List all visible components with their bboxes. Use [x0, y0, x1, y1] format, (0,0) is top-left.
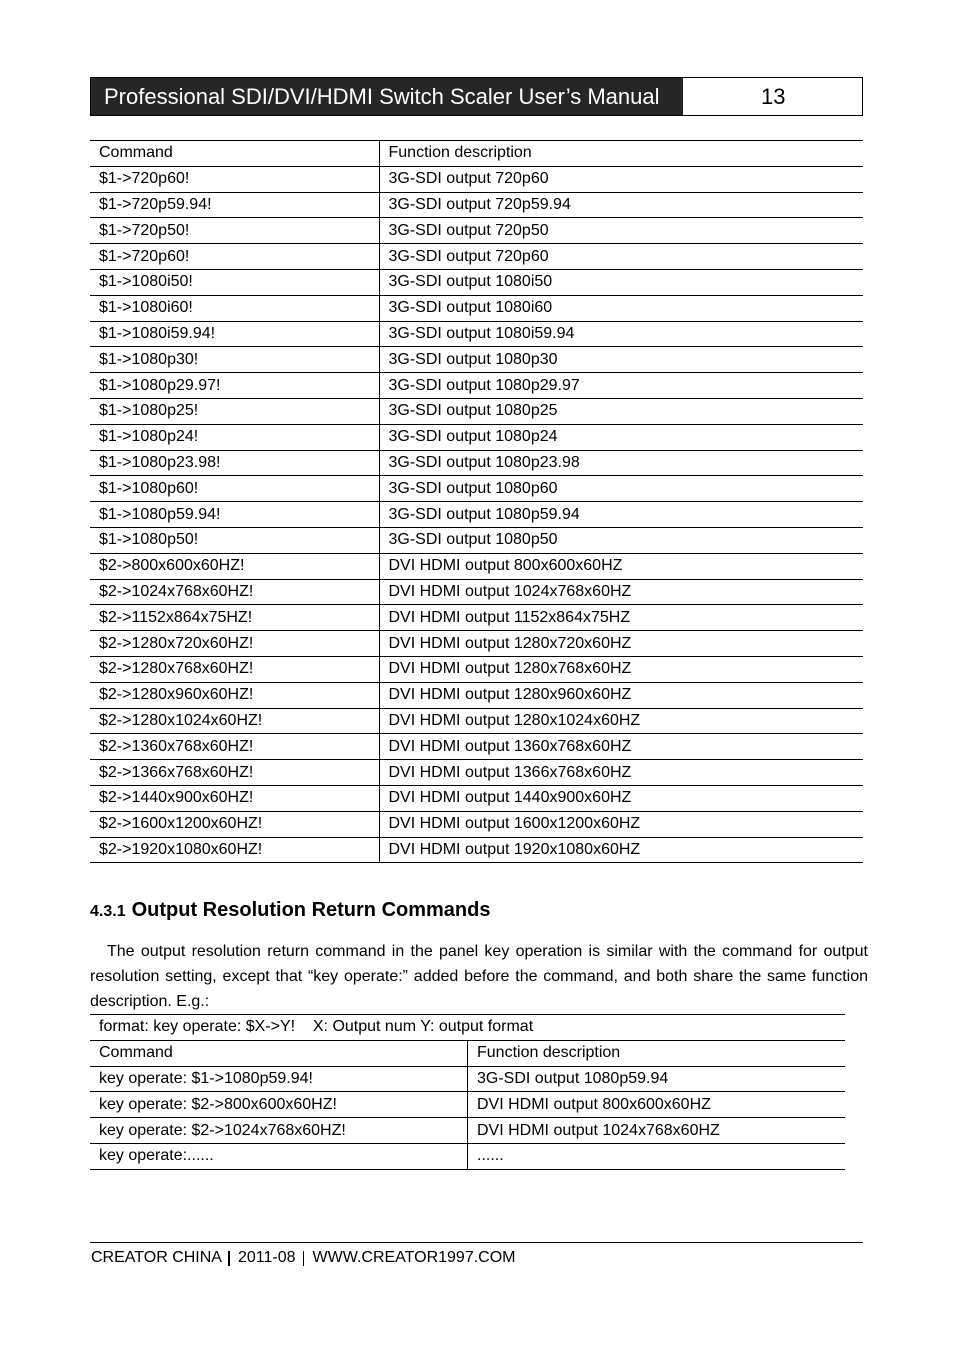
description-cell: 3G-SDI output 1080i50 — [388, 273, 553, 291]
description-cell: DVI HDMI output 1280x960x60HZ — [388, 686, 632, 704]
footer-company: CREATOR CHINA — [91, 1249, 222, 1266]
page-footer — [91, 1249, 516, 1267]
command-cell: key operate: $1->1080p59.94! — [90, 1066, 468, 1092]
table-row — [90, 631, 863, 657]
description-cell: 3G-SDI output 720p60 — [388, 247, 549, 265]
table-row — [90, 1143, 845, 1169]
command-cell: $2->1024x768x60HZ! — [90, 579, 379, 605]
table-row — [90, 682, 863, 708]
table-row — [90, 269, 863, 295]
description-cell: DVI HDMI output 1600x1200x60HZ — [388, 815, 641, 833]
command-cell: $1->1080p29.97! — [90, 373, 379, 399]
manual-title: Professional SDI/DVI/HDMI Switch Scaler User’s Manual — [91, 78, 683, 115]
description-cell: DVI HDMI output 1920x1080x60HZ — [388, 840, 641, 858]
table-row — [90, 785, 863, 811]
section-heading — [90, 899, 490, 922]
section-number: 4.3.1 — [90, 903, 126, 920]
command-cell: $2->1152x864x75HZ! — [90, 605, 379, 631]
description-cell: 3G-SDI output 1080p29.97 — [388, 376, 580, 394]
table-row — [90, 476, 863, 502]
table-row — [90, 811, 863, 837]
description-cell: DVI HDMI output 1280x768x60HZ — [388, 660, 632, 678]
table-row — [90, 1092, 845, 1118]
command-cell: $1->1080i59.94! — [90, 321, 379, 347]
command-cell: $2->1440x900x60HZ! — [90, 785, 379, 811]
table-row — [90, 579, 863, 605]
command-cell: $2->1366x768x60HZ! — [90, 760, 379, 786]
command-cell: $1->1080p23.98! — [90, 450, 379, 476]
description-cell: 3G-SDI output 720p50 — [388, 221, 549, 239]
table-header-row — [90, 141, 863, 167]
table-row — [90, 398, 863, 424]
table-row — [90, 734, 863, 760]
command-cell: $1->1080p25! — [90, 398, 379, 424]
table-row — [90, 295, 863, 321]
footer-separator — [228, 1251, 230, 1266]
table-row — [90, 244, 863, 270]
command-cell: $1->720p50! — [90, 218, 379, 244]
table-row — [90, 1118, 845, 1144]
description-cell: DVI HDMI output 800x600x60HZ — [388, 557, 623, 575]
page-header — [90, 77, 863, 116]
footer-date: 2011-08 — [237, 1249, 296, 1266]
table-row — [90, 656, 863, 682]
command-cell: $2->1360x768x60HZ! — [90, 734, 379, 760]
description-cell: DVI HDMI output 1280x1024x60HZ — [388, 711, 641, 729]
command-table — [90, 140, 863, 863]
description-cell: 3G-SDI output 1080p59.94 — [388, 505, 580, 523]
description-cell: 3G-SDI output 1080p24 — [388, 428, 558, 446]
table-row — [90, 450, 863, 476]
description-cell: 3G-SDI output 720p59.94 — [388, 195, 571, 213]
command-cell: Command — [90, 141, 379, 167]
table-row — [90, 373, 863, 399]
command-cell: $2->1600x1200x60HZ! — [90, 811, 379, 837]
description-cell: DVI HDMI output 1360x768x60HZ — [388, 737, 632, 755]
table-row — [90, 424, 863, 450]
footer-divider — [90, 1242, 863, 1243]
table-row — [90, 760, 863, 786]
table-row — [90, 837, 863, 863]
table-row — [90, 708, 863, 734]
table-row — [90, 192, 863, 218]
table-row — [90, 218, 863, 244]
command-cell: $2->1280x720x60HZ! — [90, 631, 379, 657]
command-cell: $2->1280x1024x60HZ! — [90, 708, 379, 734]
table-row — [90, 166, 863, 192]
command-cell: $2->1280x960x60HZ! — [90, 682, 379, 708]
description-cell: Function description — [388, 144, 532, 162]
command-cell: $1->1080p59.94! — [90, 502, 379, 528]
description-cell: 3G-SDI output 1080p50 — [388, 531, 558, 549]
command-cell: $1->720p60! — [90, 166, 379, 192]
description-cell: DVI HDMI output 1024x768x60HZ — [477, 1121, 720, 1139]
command-cell: $1->1080p50! — [90, 527, 379, 553]
description-cell: DVI HDMI output 1024x768x60HZ — [388, 582, 632, 600]
return-command-table — [90, 1014, 845, 1170]
footer-website: WWW.CREATOR1997.COM — [312, 1249, 516, 1266]
description-cell: 3G-SDI output 1080p60 — [388, 479, 558, 497]
description-cell: DVI HDMI output 1440x900x60HZ — [388, 789, 632, 807]
command-cell: $1->1080i60! — [90, 295, 379, 321]
command-cell: $1->720p60! — [90, 244, 379, 270]
table-row — [90, 553, 863, 579]
description-cell: ...... — [477, 1147, 504, 1165]
command-cell: $2->1280x768x60HZ! — [90, 656, 379, 682]
description-cell: 3G-SDI output 1080p30 — [388, 350, 558, 368]
format-row — [90, 1015, 845, 1041]
table-row — [90, 502, 863, 528]
description-cell: DVI HDMI output 800x600x60HZ — [477, 1095, 711, 1113]
command-cell: $2->1920x1080x60HZ! — [90, 837, 379, 863]
command-cell: $1->1080p24! — [90, 424, 379, 450]
description-cell: 3G-SDI output 1080i60 — [388, 299, 553, 317]
format-cell: format: key operate: $X->Y! X: Output num Y: output format — [99, 1018, 534, 1036]
table-row — [90, 1066, 845, 1092]
table-row — [90, 347, 863, 373]
description-cell: 3G-SDI output 1080i59.94 — [388, 324, 575, 342]
command-cell: $1->720p59.94! — [90, 192, 379, 218]
table-row — [90, 605, 863, 631]
command-cell: $2->800x600x60HZ! — [90, 553, 379, 579]
page-number: 13 — [761, 84, 786, 109]
table-row — [90, 321, 863, 347]
footer-separator — [303, 1251, 304, 1266]
description-cell: 3G-SDI output 1080p59.94 — [477, 1069, 669, 1087]
command-cell: key operate:...... — [90, 1143, 468, 1169]
table-header-row — [90, 1040, 845, 1066]
table-row — [90, 527, 863, 553]
description-cell: 3G-SDI output 1080p25 — [388, 402, 558, 420]
description-cell: DVI HDMI output 1366x768x60HZ — [388, 763, 632, 781]
description-cell: DVI HDMI output 1280x720x60HZ — [388, 634, 632, 652]
description-cell: 3G-SDI output 1080p23.98 — [388, 453, 580, 471]
command-cell: key operate: $2->800x600x60HZ! — [90, 1092, 468, 1118]
description-cell: DVI HDMI output 1152x864x75HZ — [388, 608, 631, 626]
section-title: Output Resolution Return Commands — [131, 899, 491, 921]
command-cell: $1->1080p60! — [90, 476, 379, 502]
description-cell: 3G-SDI output 720p60 — [388, 170, 549, 188]
command-cell: $1->1080p30! — [90, 347, 379, 373]
command-cell: key operate: $2->1024x768x60HZ! — [90, 1118, 468, 1144]
command-cell: $1->1080i50! — [90, 269, 379, 295]
section-paragraph: The output resolution return command in the panel key operation is similar with the command for output resolution setting, except that “key operate:” added before the command, and both share the same function description. E.g.: — [90, 943, 868, 1010]
command-cell: Command — [90, 1040, 468, 1066]
description-cell: Function description — [477, 1044, 621, 1062]
